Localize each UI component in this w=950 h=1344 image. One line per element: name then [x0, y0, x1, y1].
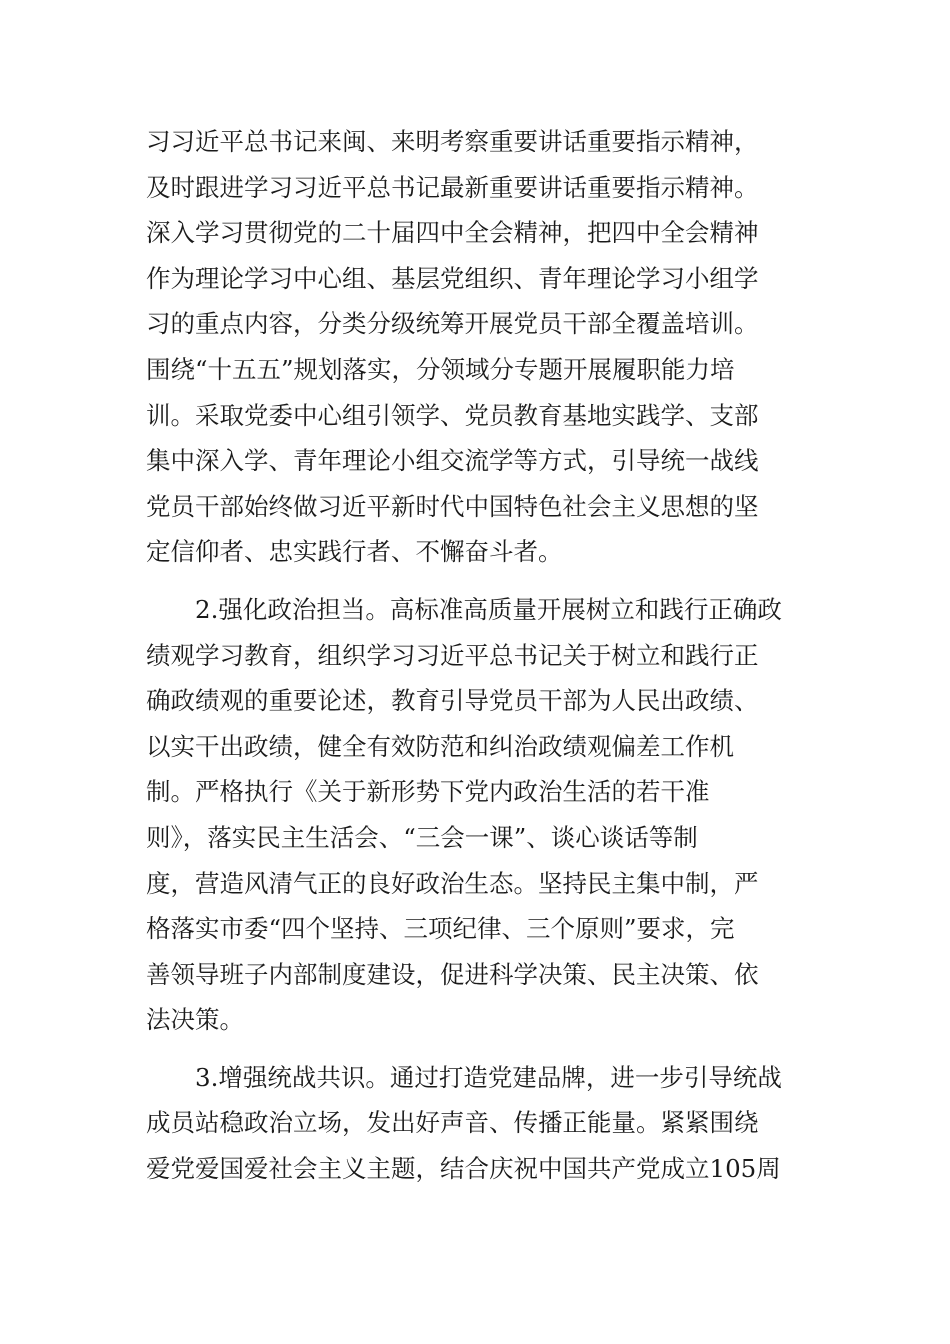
text-line: 成员站稳政治立场，发出好声音、传播正能量。紧紧围绕 — [146, 1108, 759, 1138]
text-line: 训。采取党委中心组引领学、党员教育基地实践学、支部 — [146, 400, 759, 430]
text-line: 善领导班子内部制度建设，促进科学决策、民主决策、依 — [146, 959, 759, 989]
text-line: 2.强化政治担当。高标准高质量开展树立和践行正确政 — [195, 594, 782, 624]
text-line: 3.增强统战共识。通过打造党建品牌，进一步引导统战 — [195, 1062, 782, 1092]
text-line: 习习近平总书记来闽、来明考察重要讲话重要指示精神， — [146, 127, 759, 156]
text-line: 绩观学习教育，组织学习习近平总书记关于树立和践行正 — [146, 640, 759, 670]
text-line: 习的重点内容，分类分级统筹开展党员干部全覆盖培训。 — [146, 309, 759, 339]
text-line: 及时跟进学习习近平总书记最新重要讲话重要指示精神。 — [146, 172, 759, 202]
text-line: 制。严格执行《关于新形势下党内政治生活的若干准 — [146, 777, 710, 807]
paragraph-1 — [146, 119, 816, 575]
text-line: 定信仰者、忠实践行者、不懈奋斗者。 — [146, 537, 563, 567]
paragraph-3 — [146, 1055, 816, 1192]
text-line: 深入学习贯彻党的二十届四中全会精神，把四中全会精神 — [146, 218, 759, 248]
text-line: 爱党爱国爱社会主义主题，结合庆祝中国共产党成立105周 — [146, 1154, 781, 1184]
paragraph-spacer — [146, 1043, 816, 1055]
text-line: 党员干部始终做习近平新时代中国特色社会主义思想的坚 — [146, 491, 759, 521]
text-line: 确政绩观的重要论述，教育引导党员干部为人民出政绩、 — [146, 686, 759, 716]
text-line: 以实干出政绩，健全有效防范和纠治政绩观偏差工作机 — [146, 731, 734, 761]
text-line: 度，营造风清气正的良好政治生态。坚持民主集中制，严 — [146, 868, 759, 898]
paragraph-spacer — [146, 575, 816, 587]
text-line: 格落实市委“四个坚持、三项纪律、三个原则”要求，完 — [146, 914, 735, 944]
document-body — [146, 119, 816, 1192]
text-line: 法决策。 — [146, 1005, 244, 1035]
text-line: 集中深入学、青年理论小组交流学等方式，引导统一战线 — [146, 446, 759, 476]
text-line: 则》，落实民主生活会、“三会一课”、谈心谈话等制 — [146, 822, 698, 852]
text-line: 围绕“十五五”规划落实，分领域分专题开展履职能力培 — [146, 354, 735, 384]
paragraph-2 — [146, 587, 816, 1043]
text-line: 作为理论学习中心组、基层党组织、青年理论学习小组学 — [146, 263, 759, 293]
